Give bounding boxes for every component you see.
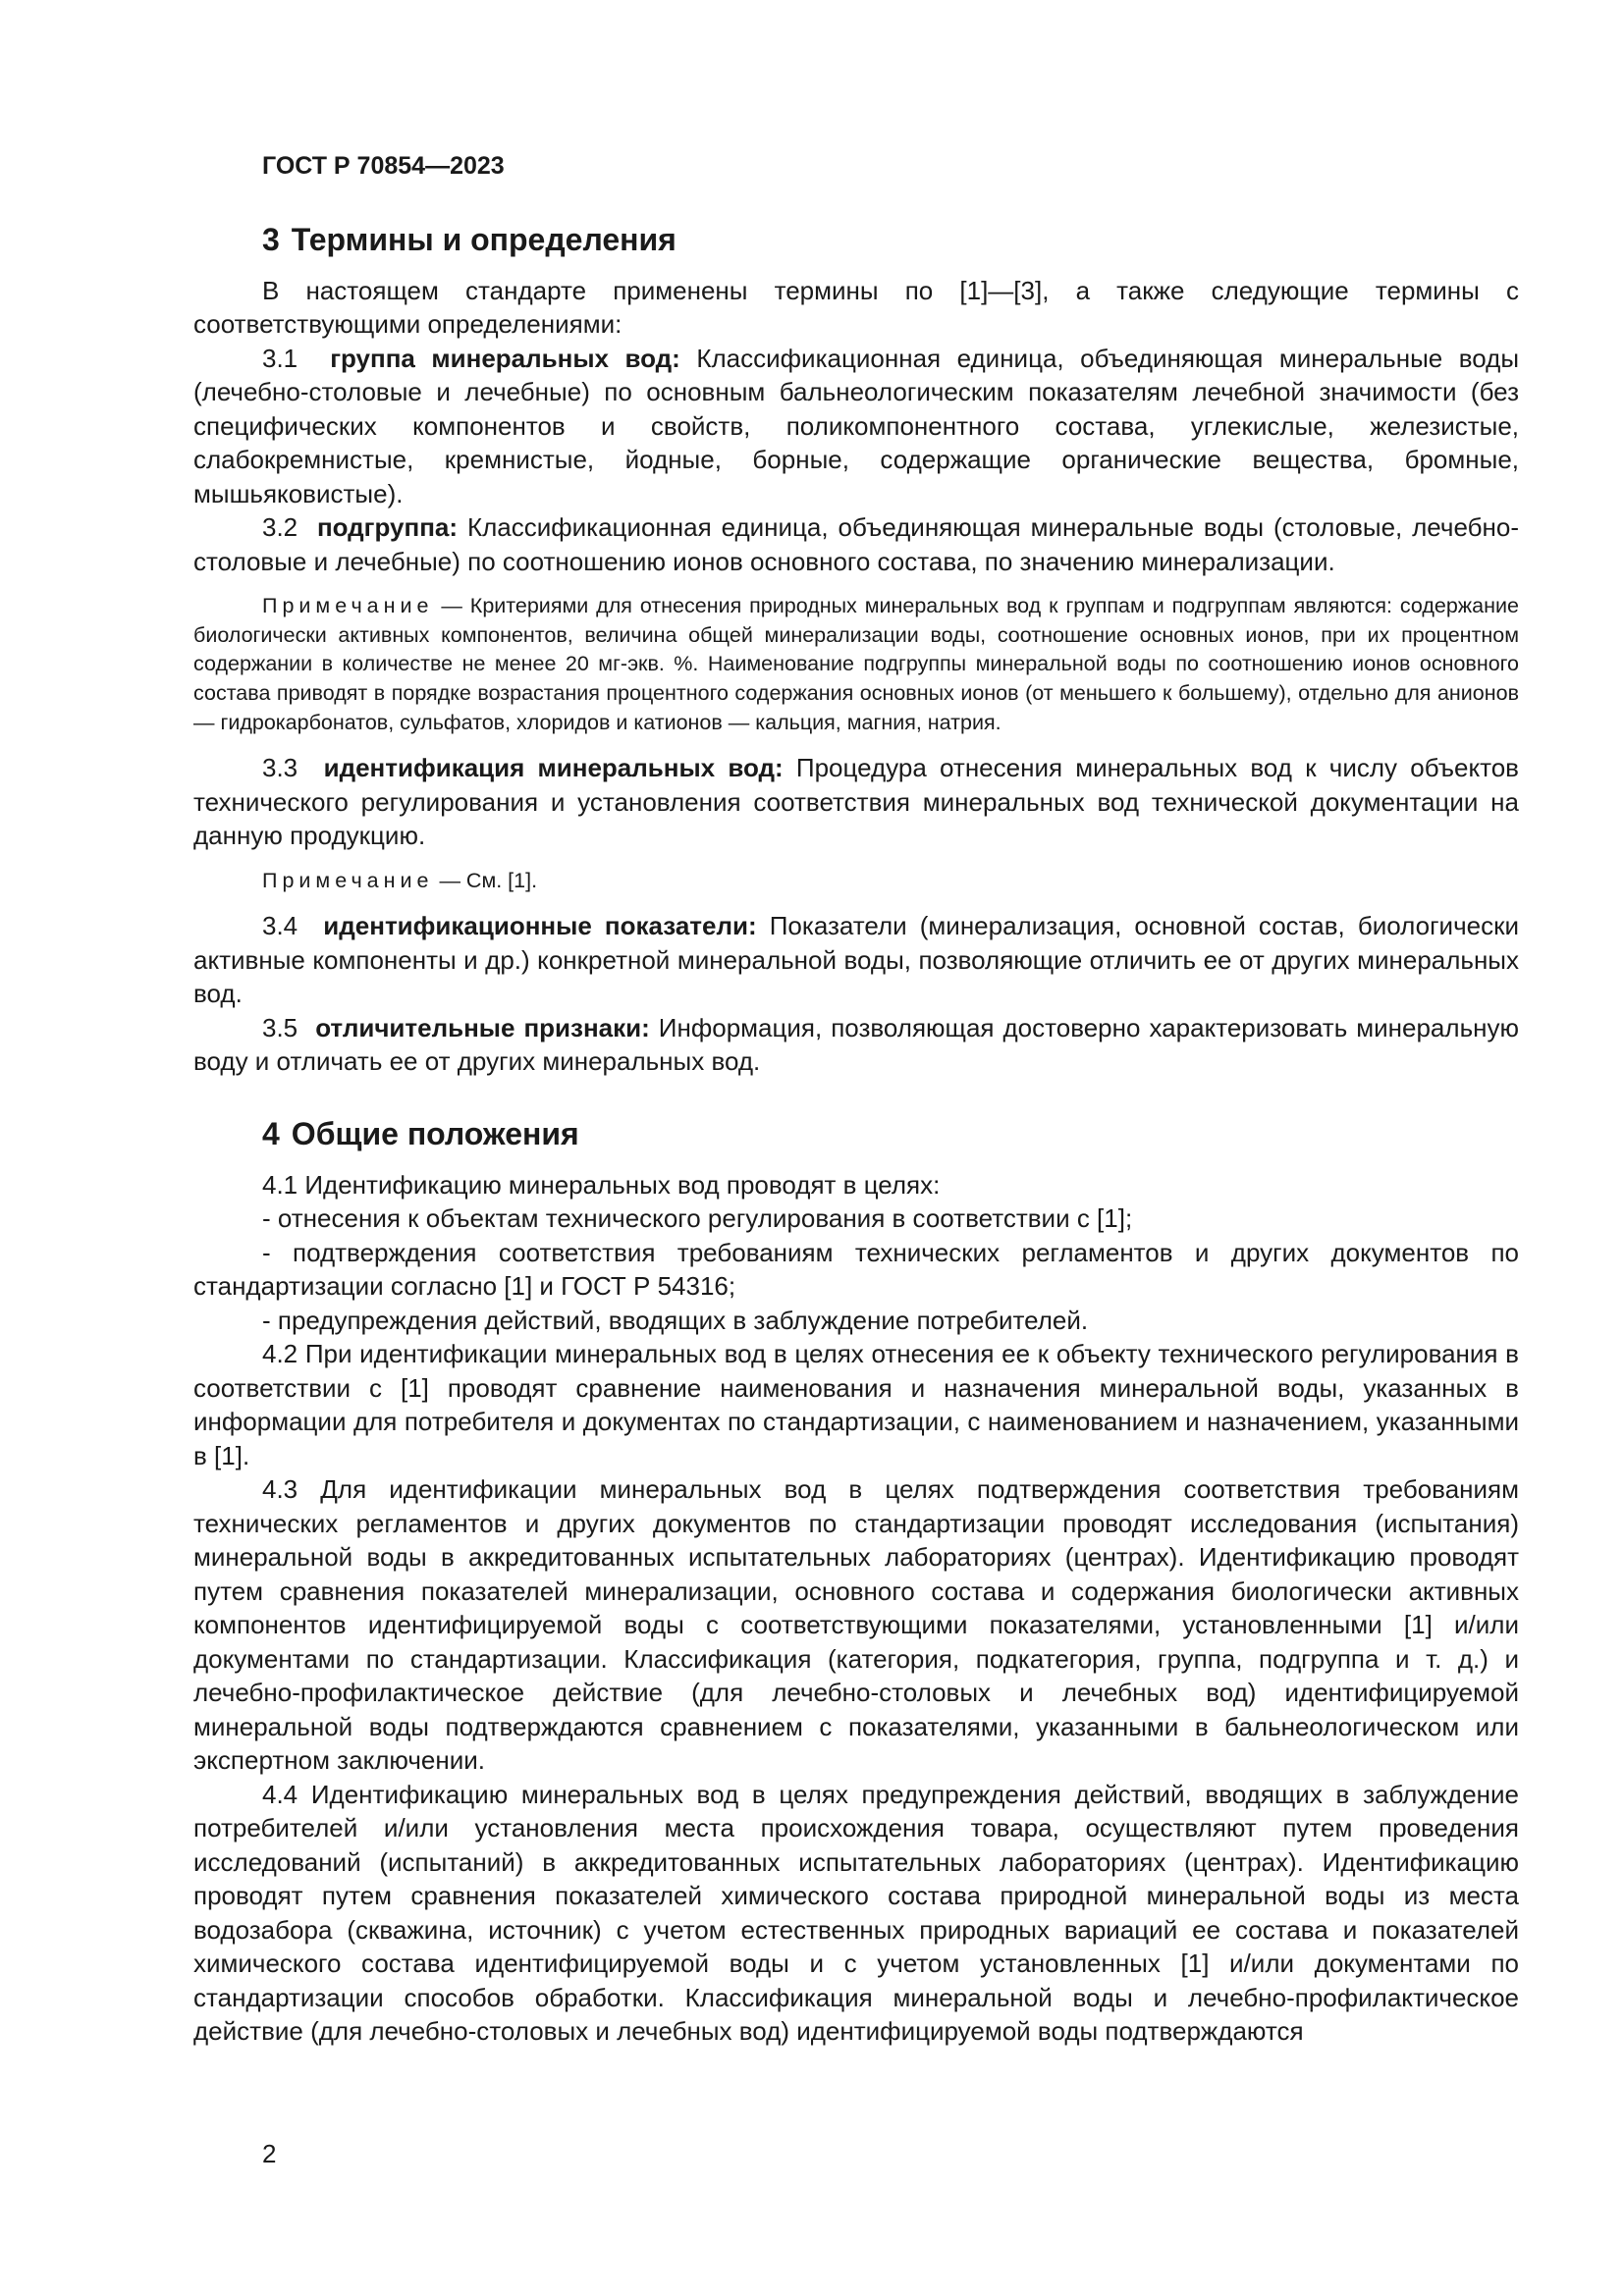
note-label: Примечание [262, 868, 434, 892]
list-item: - отнесения к объектам технического регулирования в соответствии с [1]; [262, 1203, 1133, 1234]
term-name: идентификация минеральных вод: [323, 753, 784, 783]
term-3-5 [193, 1011, 1519, 1079]
section-3-heading [262, 218, 1519, 262]
term-number: 3.3 [262, 753, 298, 783]
section-title: Общие положения [291, 1115, 579, 1151]
note-text: — См. [1]. [439, 868, 538, 892]
term-name: группа минеральных вод: [330, 343, 680, 373]
term-name: идентификационные показатели: [323, 911, 757, 941]
note-1 [193, 592, 1519, 737]
section-4-heading [262, 1112, 1519, 1156]
term-definition: Классификационная единица, объединяющая минеральные воды (лечебно-столовые и лечебные) по основным бальнеологическим показателям лечебной значимости (без специфических компонентов и свойств, поликомпонентного состава, углекислые, железистые, слабокремнистые, кремнистые, йодные, борные, содержащие органические вещества, бромные, мышьяковистые). [193, 343, 1520, 508]
section-4 [193, 1112, 1519, 2049]
page-content [193, 218, 1519, 2049]
section-number: 4 [262, 1115, 280, 1151]
note-2 [193, 867, 1519, 896]
term-number: 3.4 [262, 911, 298, 941]
section-number: 3 [262, 222, 280, 257]
section-3 [193, 218, 1519, 1079]
note-text: — Критериями для отнесения природных минеральных вод к группам и подгруппам являются: содержание биологически активных компонентов, величина общей минерализации воды, соотношение основных ионов, при их процентном содержании в количестве не менее 20 мг-экв. %. Наименование подгруппы минеральной воды по соотношению ионов основного состава приводят в порядке возрастания процентного содержания основных ионов (от меньшего к большему), отдельно для анионов — гидрокарбонатов, сульфатов, хлоридов и катионов — кальция, магния, натрия. [193, 594, 1519, 734]
section-3-intro: В настоящем стандарте применены термины по [1]—[3], а также следующие термины с соответствующими определениями: [193, 275, 1519, 340]
paragraph-4-3: 4.3 Для идентификации минеральных вод в целях подтверждения соответствия требованиям технических регламентов и других документов по стандартизации проводят исследования (испытания) минеральной воды в аккредитованных испытательных лабораториях (центрах). Идентификацию проводят путем сравнения показателей минерализации, основного состава и содержания биологически активных компонентов идентифицируемой воды с соответствующими показателями, установленными [1] и/или документами по стандартизации. Классификация (категория, подкатегория, группа, подгруппа и т. д.) и лечебно-профилактическое действие (для лечебно-столовых и лечебных вод) идентифицируемой минеральной воды подтверждаются сравнением с показателями, указанными в бальнеологическом или экспертном заключении. [193, 1474, 1519, 1776]
term-name: отличительные признаки: [315, 1012, 650, 1042]
term-3-4 [193, 909, 1519, 1011]
term-definition: Процедура отнесения минеральных вод к числу объектов технического регулирования и установления соответствия минеральных вод технической документации на данную продукцию. [193, 753, 1519, 851]
term-definition: Классификационная единица, объединяющая минеральные воды (столовые, лечебно-столовые и лечебные) по соотношению ионов основного состава, по значению минерализации. [193, 512, 1519, 576]
term-number: 3.5 [262, 1012, 298, 1042]
term-3-1 [193, 342, 1519, 511]
document-code: ГОСТ Р 70854—2023 [262, 152, 505, 180]
term-definition: Показатели (минерализация, основной состав, биологически активные компоненты и др.) конкретной минеральной воды, позволяющие отличить ее от других минеральных вод. [193, 911, 1519, 1009]
paragraph-4-4: 4.4 Идентификацию минеральных вод в целях предупреждения действий, вводящих в заблуждение потребителей и/или установления места происхождения товара, осуществляют путем проведения исследований (испытаний) в аккредитованных испытательных лабораториях (центрах). Идентификацию проводят путем сравнения показателей химического состава природной минеральной воды из места водозабора (скважина, источник) с учетом естественных природных вариаций ее состава и показателей химического состава идентифицируемой воды и с учетом установленных [1] и/или документами по стандартизации способов обработки. Классификация минеральной воды и лечебно-профилактическое действие (для лечебно-столовых и лечебных вод) идентифицируемой воды подтверждаются [193, 1779, 1519, 2047]
term-3-3 [193, 751, 1519, 853]
term-number: 3.2 [262, 512, 298, 543]
list-item: - подтверждения соответствия требованиям технических регламентов и других документов по стандартизации согласно [1] и ГОСТ Р 54316; [193, 1237, 1519, 1302]
paragraph-4-2: 4.2 При идентификации минеральных вод в целях отнесения ее к объекту технического регулирования в соответствии с [1] проводят сравнение наименования и назначения минеральной воды, указанных в информации для потребителя и документах по стандартизации, с наименованием и назначением, указанными в [1]. [193, 1339, 1519, 1470]
term-name: подгруппа: [316, 512, 459, 543]
page-number: 2 [262, 2139, 277, 2168]
section-title: Термины и определения [291, 222, 677, 257]
term-3-2 [193, 510, 1519, 578]
list-item: - предупреждения действий, вводящих в заблуждение потребителей. [262, 1305, 1089, 1335]
paragraph-4-1: 4.1 Идентификацию минеральных вод проводят в целях: [262, 1169, 941, 1200]
term-definition: Информация, позволяющая достоверно характеризовать минеральную воду и отличать ее от других минеральных вод. [193, 1012, 1519, 1077]
note-label: Примечание [262, 594, 434, 618]
term-number: 3.1 [262, 343, 298, 373]
